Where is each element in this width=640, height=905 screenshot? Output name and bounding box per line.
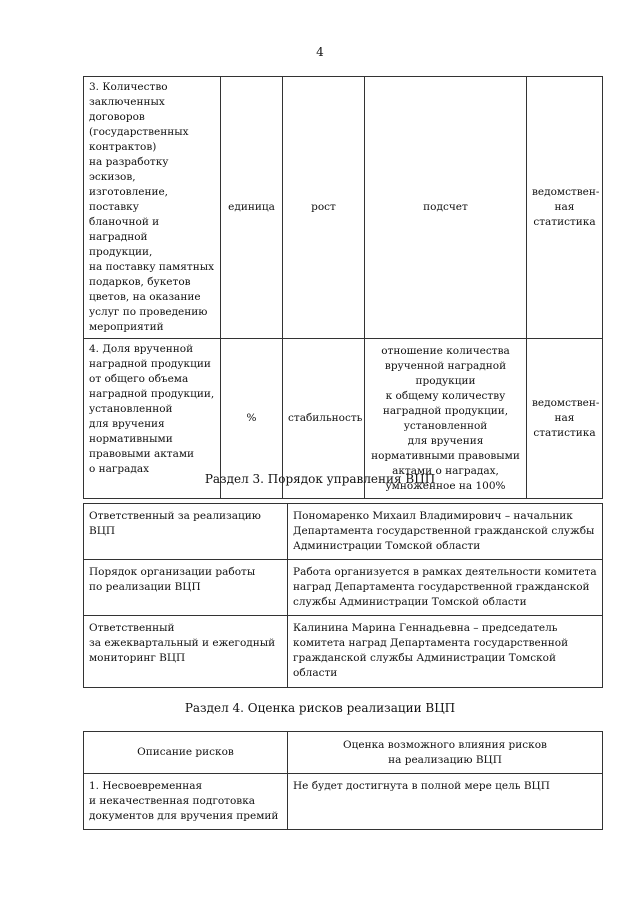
risk-impact-header: Оценка возможного влияния рисков на реализацию ВЦП xyxy=(288,732,603,774)
table-row xyxy=(84,504,603,560)
management-value: Калинина Марина Геннадьевна – председатель комитета наград Департамента государственной гражданской службы Администрации Томской области xyxy=(288,616,603,688)
table-row xyxy=(84,77,603,339)
management-value: Пономаренко Михаил Владимирович – начальник Департамента государственной гражданской службы Администрации Томской области xyxy=(288,504,603,560)
indicator-source: ведомствен- ная статистика xyxy=(527,339,603,499)
risk-impact: Не будет достигнута в полной мере цель ВЦП xyxy=(288,774,603,830)
indicators-table xyxy=(83,76,603,499)
section-3-heading: Раздел 3. Порядок управления ВЦП xyxy=(204,472,436,486)
risks-table xyxy=(83,731,603,830)
indicator-name: 3. Количество заключенных договоров (государственных контрактов) на разработку эскизов, изготовление, поставку бланочной и наградной продукции, на поставку памятных подарков, букетов цветов, на оказание услуг по проведению мероприятий xyxy=(84,77,221,339)
management-table xyxy=(83,503,603,688)
risk-description: 1. Несвоевременная и некачественная подготовка документов для вручения премий xyxy=(84,774,288,830)
table-row xyxy=(84,560,603,616)
management-label: Ответственный за ежеквартальный и ежегодный мониторинг ВЦП xyxy=(84,616,288,688)
indicator-method: отношение количества врученной наградной продукции к общему количеству наградной продукции, установленной для вручения нормативными правовыми актами о наградах, умноженное на 100% xyxy=(365,339,527,499)
page-number: 4 xyxy=(316,45,324,59)
indicator-unit: единица xyxy=(221,77,283,339)
management-label: Порядок организации работы по реализации ВЦП xyxy=(84,560,288,616)
section-4-heading: Раздел 4. Оценка рисков реализации ВЦП xyxy=(184,701,456,715)
indicator-source: ведомствен- ная статистика xyxy=(527,77,603,339)
risk-description-header: Описание рисков xyxy=(84,732,288,774)
management-value: Работа организуется в рамках деятельности комитета наград Департамента государственной гражданской службы Администрации Томской области xyxy=(288,560,603,616)
indicator-trend: стабильность xyxy=(283,339,365,499)
table-row xyxy=(84,616,603,688)
indicator-unit: % xyxy=(221,339,283,499)
indicator-name: 4. Доля врученной наградной продукции от общего объема наградной продукции, установленной для вручения нормативными правовыми актами о наградах xyxy=(84,339,221,499)
table-row xyxy=(84,774,603,830)
indicator-method: подсчет xyxy=(365,77,527,339)
table-header-row xyxy=(84,732,603,774)
management-label: Ответственный за реализацию ВЦП xyxy=(84,504,288,560)
indicator-trend: рост xyxy=(283,77,365,339)
